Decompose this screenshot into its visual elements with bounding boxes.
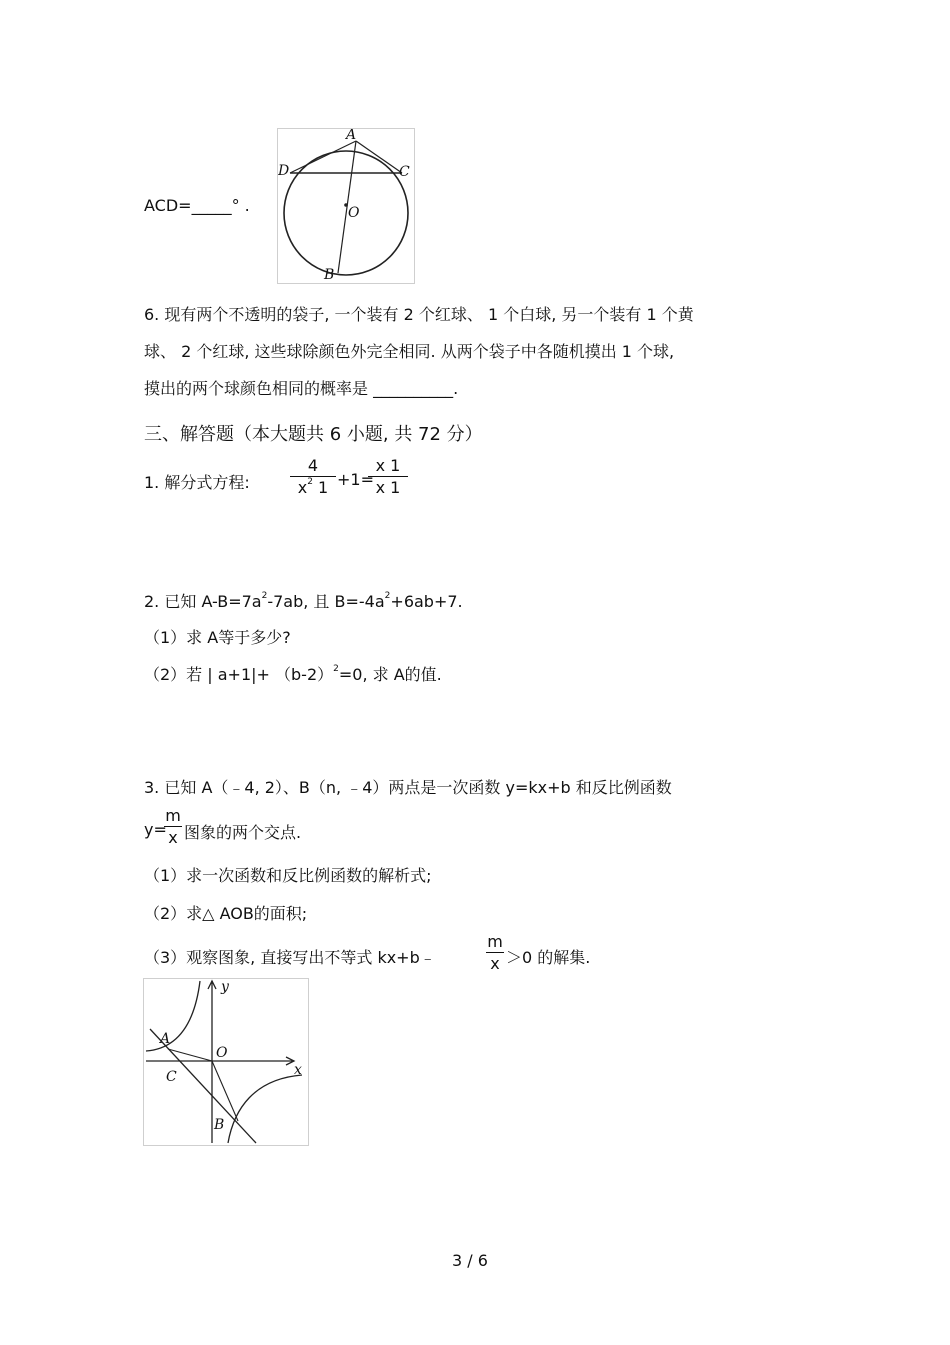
p1-fraction-2 — [368, 456, 408, 497]
label-d: D — [278, 163, 290, 179]
q6-line-1: 6. 现有两个不透明的袋子, 一个装有 2 个红球、 1 个白球, 另一个装有 1 个黄 — [144, 305, 694, 324]
label-a: A — [346, 129, 357, 143]
p2-statement: 2. 已知 $A-B=7a^2-7ab$, 且 $B=-4a^2+6ab+7$. — [144, 591, 463, 611]
p3-frac-denominator: x — [168, 828, 178, 847]
graph-label-y: y — [221, 979, 229, 995]
function-graph-figure — [143, 978, 309, 1146]
circle-diagram — [278, 129, 414, 283]
hyperbola-branch-left — [146, 981, 200, 1051]
p1-plus-one: +1= — [337, 470, 374, 489]
p2-sub-1: （1）求 A等于多少? — [144, 628, 291, 647]
label-o: O — [348, 205, 360, 221]
p3-sub3-frac-denominator: x — [490, 954, 500, 973]
graph-label-c: C — [166, 1069, 177, 1085]
p1-frac1-bar — [290, 476, 336, 477]
p1-fraction-1 — [290, 456, 336, 497]
p3-frac-bar — [164, 826, 182, 827]
p3-sub3-frac-bar — [486, 952, 504, 953]
function-graph — [144, 979, 308, 1145]
p3-frac-numerator: m — [165, 806, 181, 825]
p3-sub-1: （1）求一次函数和反比例函数的解析式; — [144, 866, 432, 885]
q5-answer-line: ACD=_____° . — [144, 196, 250, 215]
p1-frac2-denominator: x 1 — [375, 478, 401, 497]
q6-line-3: 摸出的两个球颜色相同的概率是 __________. — [144, 379, 459, 398]
graph-label-o: O — [216, 1045, 228, 1061]
p1-label: 1. 解分式方程: — [144, 473, 250, 492]
section-3-title: 三、解答题（本大题共 6 小题, 共 72 分） — [144, 424, 483, 445]
p2-sub-2: （2）若 | $a+1|+ (b-2)^2=0$, 求 A的值. — [144, 664, 442, 684]
p3-fraction — [164, 806, 182, 847]
p3-sub-3-b: ＞0 的解集. — [506, 948, 591, 967]
label-b: B — [324, 267, 335, 283]
p3-sub3-frac-numerator: m — [487, 932, 503, 951]
p3-y-equals: y= — [144, 820, 167, 839]
p3-sub-3-fraction — [486, 932, 504, 973]
graph-label-a: A — [160, 1031, 171, 1047]
p1-frac1-denominator: $x^2$ 1 — [297, 477, 329, 497]
p3-sub-3-a: （3）观察图象, 直接写出不等式 kx+b﹣ — [144, 948, 436, 967]
page-number: 3 / 6 — [452, 1251, 488, 1270]
p3-line-1: 3. 已知 A（﹣4, 2）、B（n, ﹣4）两点是一次函数 y=kx+b 和反比例函数 — [144, 778, 672, 797]
chord-ac — [356, 141, 402, 173]
p1-frac2-bar — [368, 476, 408, 477]
segment-ob — [212, 1061, 238, 1121]
label-c: C — [399, 164, 410, 180]
p3-sub-2: （2）求△ AOB的面积; — [144, 904, 308, 923]
hyperbola-branch-right — [228, 1075, 302, 1143]
circle-figure — [277, 128, 415, 284]
graph-label-b: B — [214, 1117, 225, 1133]
q6-line-2: 球、 2 个红球, 这些球除颜色外完全相同. 从两个袋子中各随机摸出 1 个球, — [144, 342, 675, 361]
p1-frac2-numerator: x 1 — [375, 456, 401, 475]
p3-line-2-tail: 图象的两个交点. — [184, 823, 302, 842]
p1-frac1-numerator: 4 — [307, 456, 319, 475]
graph-label-x: x — [294, 1062, 302, 1078]
chord-da — [290, 141, 356, 173]
